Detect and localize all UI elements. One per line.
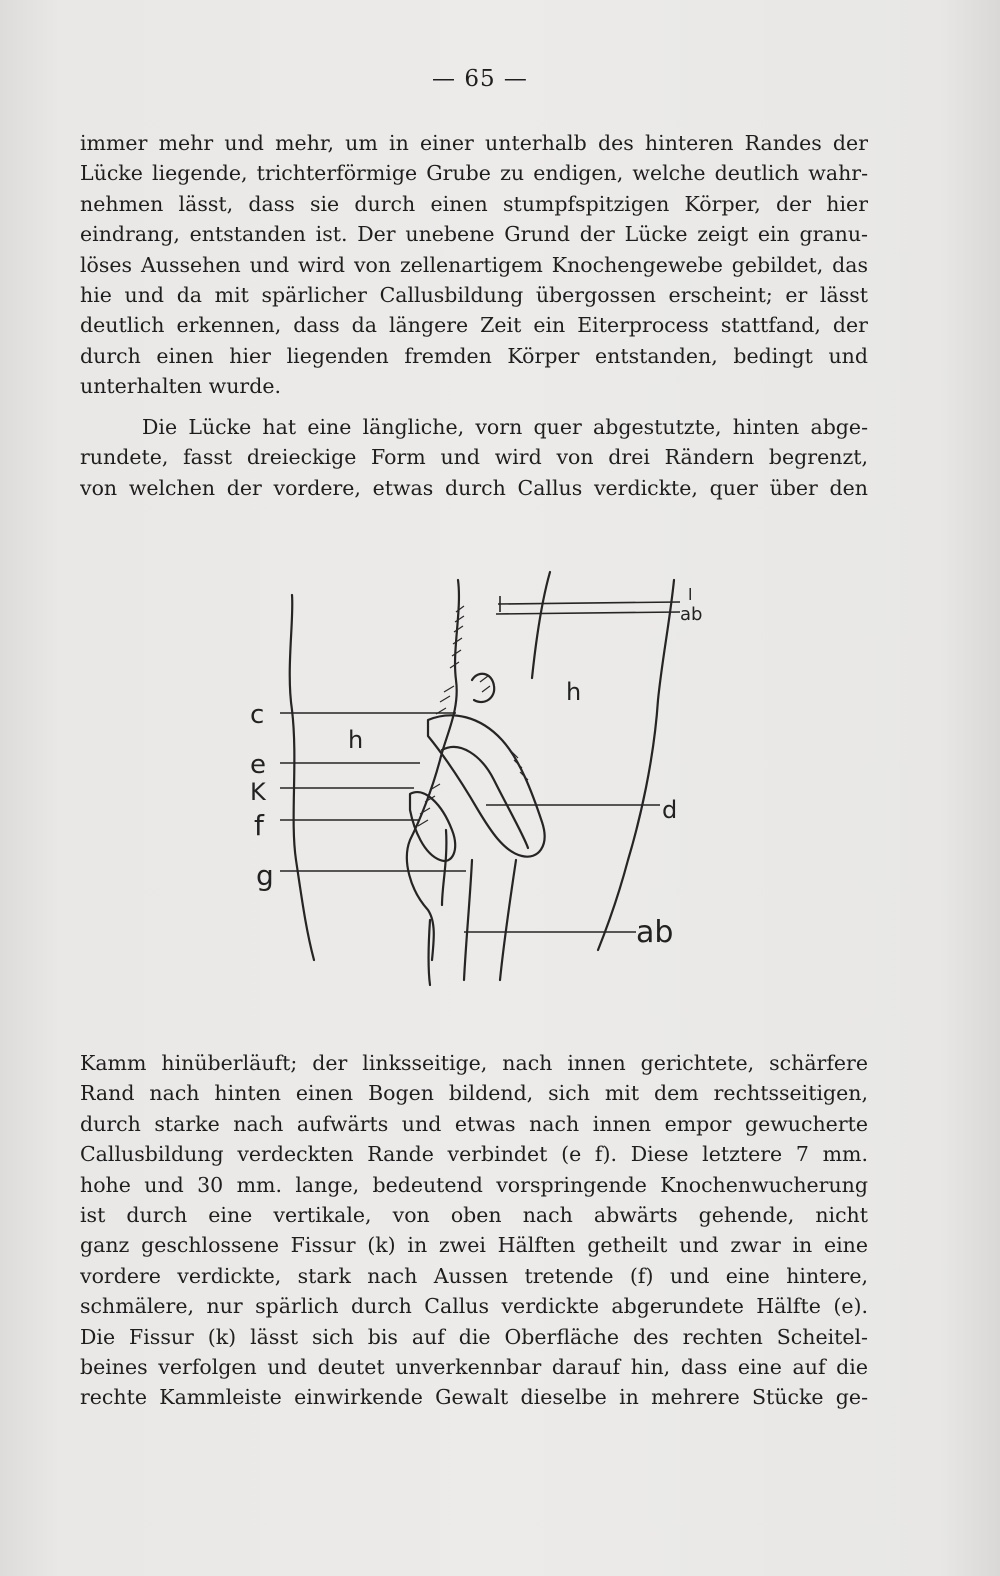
label-ab-top: ab — [680, 604, 703, 625]
text-line: ganz geschlossene Fissur (k) in zwei Hälften getheilt und zwar in eine — [80, 1233, 868, 1258]
figure-drawing — [80, 560, 880, 1000]
label-e: e — [250, 750, 266, 780]
text-line: durch einen hier liegenden fremden Körper entstanden, bedingt und — [80, 343, 868, 368]
label-k: K — [250, 778, 266, 806]
paragraph-1 — [80, 128, 868, 402]
paragraph-2 — [80, 412, 868, 503]
text-line: Die Lücke hat eine längliche, vorn quer abgestutzte, hinten abge- — [142, 415, 868, 439]
label-h-right: h — [566, 678, 582, 706]
hatching — [418, 606, 528, 826]
leader-l — [498, 602, 680, 604]
label-ab-bottom: ab — [636, 915, 674, 950]
label-c: c — [250, 700, 265, 730]
bone-outline-crest — [472, 674, 494, 702]
leader-ab-top — [496, 612, 680, 614]
label-h-left: h — [348, 726, 364, 754]
text-line: unterhalten wurde. — [80, 374, 281, 399]
left-contour — [290, 595, 314, 960]
text-line: Rand nach hinten einen Bogen bildend, sich mit dem rechtsseitigen, — [80, 1081, 868, 1106]
text-line: ist durch eine vertikale, von oben nach abwärts gehende, nicht — [80, 1203, 868, 1228]
label-l: l — [688, 585, 693, 604]
label-g: g — [256, 859, 274, 892]
page-number: — 65 — — [432, 66, 528, 92]
bone-outline-right — [532, 572, 550, 678]
lower-line-c — [429, 920, 431, 985]
text-line: Lücke liegende, trichterförmige Grube zu endigen, welche deutlich wahr- — [80, 161, 868, 186]
text-line: schmälere, nur spärlich durch Callus verdickte abgerundete Hälfte (e). — [80, 1294, 868, 1319]
text-line: Callusbildung verdeckten Rande verbindet (e f). Diese letztere 7 mm. — [80, 1142, 868, 1167]
right-contour — [598, 580, 674, 950]
lower-line-b — [500, 860, 516, 980]
text-line: Kamm hinüberläuft; der linksseitige, nach innen gerichtete, schärfere — [80, 1051, 868, 1075]
text-line: nehmen lässt, dass sie durch einen stumpfspitzigen Körper, der hier — [80, 191, 868, 216]
label-d: d — [662, 796, 678, 824]
text-line: hohe und 30 mm. lange, bedeutend vorspringende Knochenwucherung — [80, 1172, 868, 1197]
text-line: vordere verdickte, stark nach Aussen tretende (f) und eine hintere, — [80, 1263, 868, 1288]
text-line: deutlich erkennen, dass da längere Zeit ein Eiterprocess stattfand, der — [80, 313, 868, 338]
text-line: immer mehr und mehr, um in einer unterhalb des hinteren Randes der — [80, 131, 868, 155]
text-line: hie und da mit spärlicher Callusbildung übergossen erscheint; er lässt — [80, 283, 868, 308]
text-line: durch starke nach aufwärts und etwas nach innen empor gewucherte — [80, 1111, 868, 1136]
skull-fracture-figure — [80, 560, 880, 1000]
fissure-line — [442, 830, 446, 905]
text-line: rechte Kammleiste einwirkende Gewalt dieselbe in mehrere Stücke ge- — [80, 1385, 868, 1410]
bone-outline-left — [407, 580, 459, 960]
label-f: f — [254, 809, 264, 842]
paragraph-3 — [80, 1048, 868, 1413]
text-line: eindrang, entstanden ist. Der unebene Grund der Lücke zeigt ein granu- — [80, 222, 868, 247]
lower-line-a — [464, 860, 472, 980]
lesion-inner — [442, 747, 528, 848]
text-line: von welchen der vordere, etwas durch Callus verdickte, quer über den — [80, 475, 868, 500]
text-line: löses Aussehen und wird von zellenartigem Knochengewebe gebildet, das — [80, 252, 868, 277]
text-line: rundete, fasst dreieckige Form und wird von drei Rändern begrenzt, — [80, 445, 868, 470]
text-line: Die Fissur (k) lässt sich bis auf die Oberfläche des rechten Scheitel- — [80, 1324, 868, 1349]
text-line: beines verfolgen und deutet unverkennbar darauf hin, dass eine auf die — [80, 1355, 868, 1380]
